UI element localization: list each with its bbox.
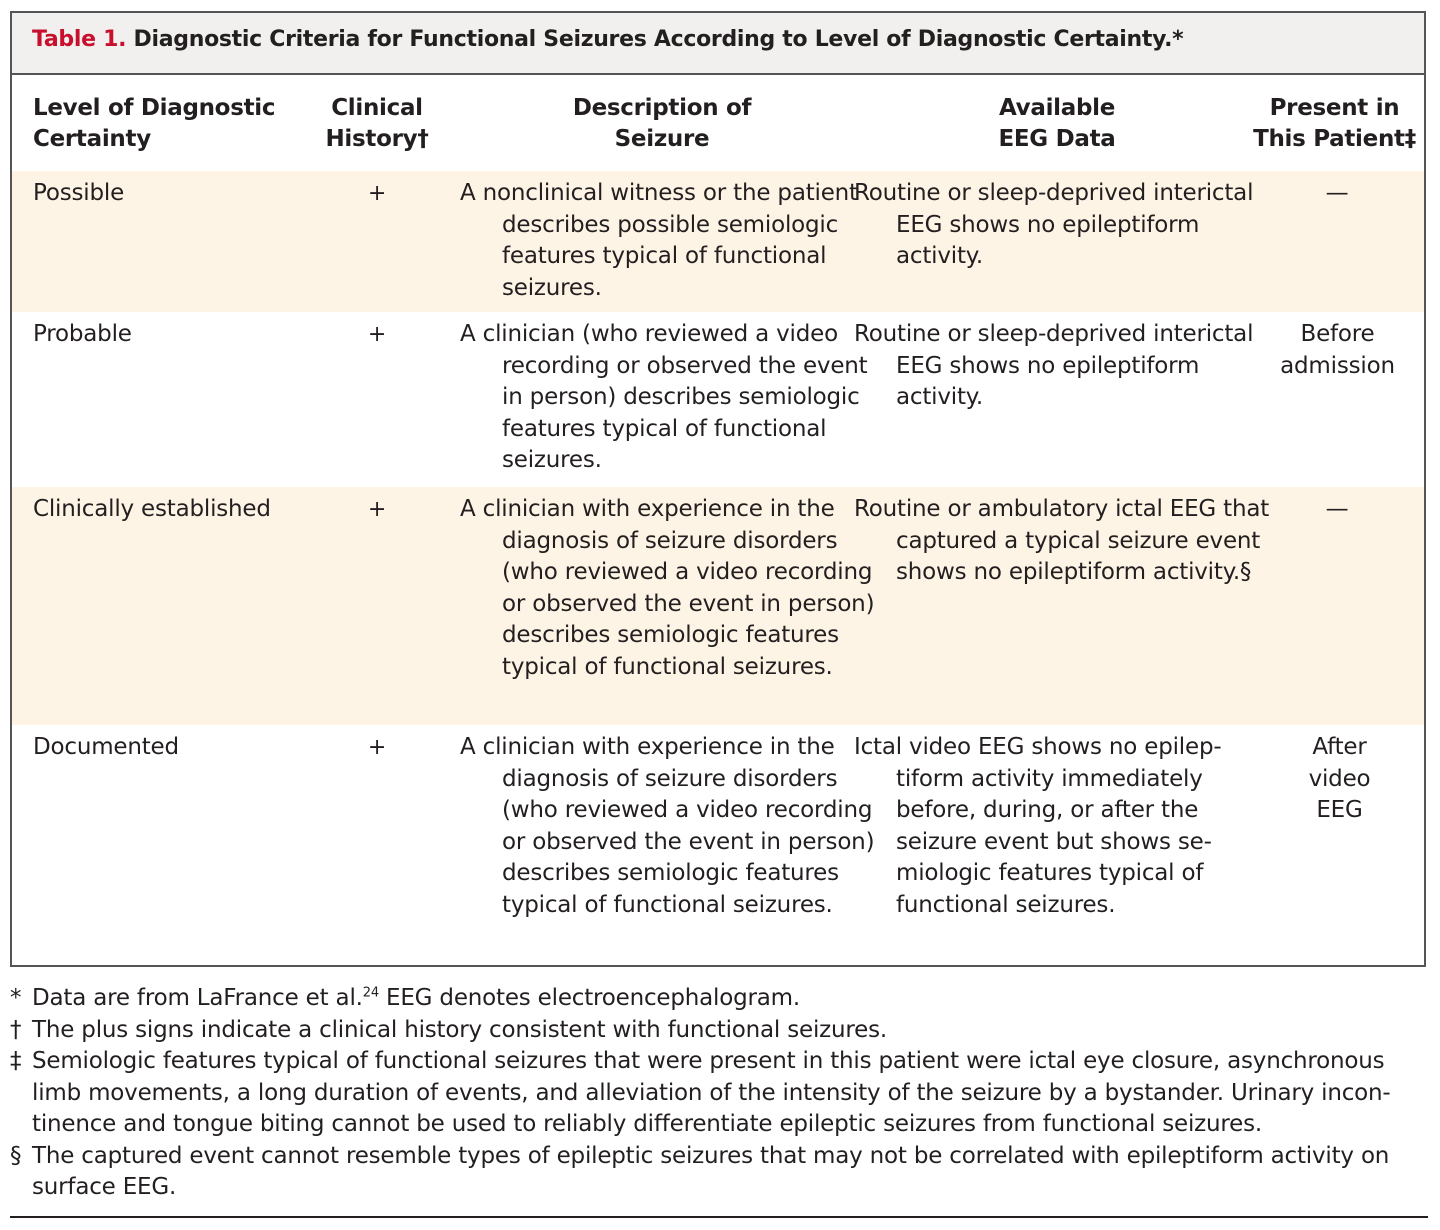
cell-eeg: Routine or sleep-deprived interictal EEG shows no epileptiform activity.: [854, 321, 1254, 410]
footnote-symbol: *: [10, 985, 22, 1011]
table-number: Table 1.: [32, 27, 127, 52]
cell-description: A nonclinical witness or the patient describes possible semiologic features typical of functional seizures.: [460, 180, 858, 301]
footnote: [10, 1046, 1428, 1141]
cell-present: —: [1325, 496, 1349, 522]
cell-level: Probable: [33, 321, 132, 347]
table-header-row: [12, 75, 1424, 171]
cell-description: A clinician with experience in the diagnosis of seizure disorders (who reviewed a video recording or observed the event in person) describes semiologic features typical of functional seizures.: [460, 496, 875, 680]
footnote-text: Data are from LaFrance et al.: [32, 985, 363, 1011]
cell-history: +: [367, 322, 387, 347]
criteria-table: [10, 11, 1426, 967]
cell-level: Possible: [33, 180, 125, 206]
cell-eeg: Ictal video EEG shows no epileptiform activity immediately before, during, or after the seizure event but shows semiologic features typical of functional seizures.: [854, 734, 1222, 918]
footnote-text: The plus signs indicate a clinical history consistent with functional seizures.: [32, 1016, 887, 1043]
header-present: Present in This Patient‡: [1253, 95, 1416, 152]
header-history: Clinical History†: [325, 95, 429, 152]
table-row: [12, 487, 1424, 725]
table-title-text: Diagnostic Criteria for Functional Seizures According to Level of Diagnostic Certainty.*: [133, 27, 1184, 52]
footnote-symbol: ‡: [10, 1048, 22, 1074]
bottom-rule: [10, 1216, 1428, 1218]
cell-description: A clinician with experience in the diagnosis of seizure disorders (who reviewed a video recording or observed the event in person) describes semiologic features typical of functional seizures.: [460, 734, 875, 918]
table-title: [12, 13, 1424, 75]
table-row: [12, 312, 1424, 487]
footnote: [10, 1015, 1428, 1047]
cell-history: +: [367, 735, 387, 760]
cell-history: +: [367, 181, 387, 206]
footnote-symbol: §: [10, 1142, 22, 1169]
footnote-text: Semiologic features typical of functional seizures that were present in this patient were ictal eye closure, asynchronous limb movements, a long duration of events, and alleviation of the intensity of the seizure by a bystander. Urinary incontinence and tongue biting cannot be used to reliably differentiate epileptic seizures from functional seizures.: [32, 1048, 1391, 1137]
header-description: Description of Seizure: [572, 95, 752, 152]
cell-present: Before admission: [1280, 321, 1395, 379]
footnote-text: The captured event cannot resemble types of epileptic seizures that may not be correlated with epileptiform activity on surface EEG.: [32, 1142, 1390, 1200]
cell-history: +: [367, 497, 387, 522]
cell-level: Documented: [33, 734, 179, 760]
cell-description: A clinician (who reviewed a video recording or observed the event in person) describes semiologic features typical of functional seizures.: [460, 321, 868, 473]
cell-eeg: Routine or sleep-deprived interictal EEG shows no epileptiform activity.: [854, 180, 1254, 269]
footnote: [10, 983, 1428, 1015]
cell-present: After video EEG: [1308, 734, 1371, 823]
footnote-symbol: †: [10, 1016, 22, 1043]
table-footnotes: [10, 983, 1428, 1204]
table-row: [12, 725, 1424, 967]
footnote: [10, 1141, 1428, 1204]
footnote-text: EEG denotes electroencephalogram.: [378, 985, 800, 1011]
cell-eeg: Routine or ambulatory ictal EEG that captured a typical seizure event shows no epileptiform activity.§: [854, 496, 1270, 585]
reference-superscript: 24: [362, 985, 379, 1001]
header-level: Level of Diagnostic Certainty: [33, 95, 276, 152]
cell-level: Clinically established: [33, 496, 271, 522]
header-eeg: Available EEG Data: [998, 95, 1116, 152]
cell-present: —: [1325, 180, 1349, 206]
table-row: [12, 171, 1424, 312]
